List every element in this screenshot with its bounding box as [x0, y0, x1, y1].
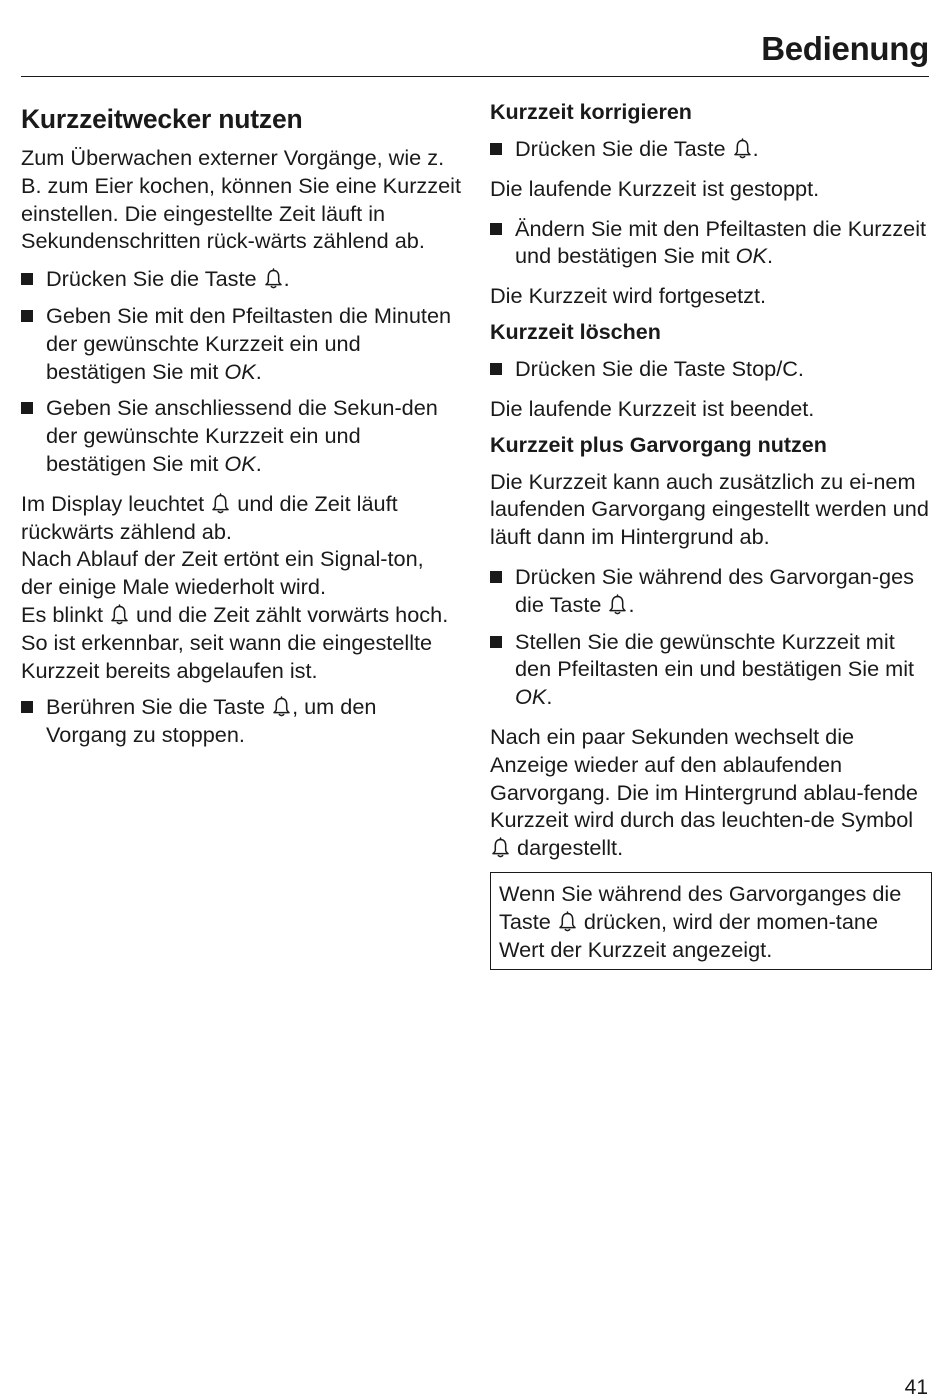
paragraph: Die laufende Kurzzeit ist beendet.	[490, 395, 815, 421]
display-paragraph: Im Display leuchtet und die Zeit läuft rückwärts zählend ab. Nach Ablauf der Zeit ertönt ein Signal-ton, der einige Male wiederholt wird. Es blinkt und die Zeit zählt vorwärts hoch. So ist erkennbar, seit wann die eingestellte Kurzzeit bereits abgelaufen ist.	[21, 490, 449, 683]
left-column	[21, 100, 461, 758]
bell-icon	[272, 696, 291, 718]
page-header	[21, 30, 929, 77]
intro-paragraph: Zum Überwachen externer Vorgänge, wie z. B. zum Eier kochen, können Sie eine Kurzzeit einstellen. Die eingestellte Zeit läuft in Sekundenschritten rück-wärts zählend ab.	[21, 145, 462, 254]
bullet-square	[21, 273, 33, 285]
heading-kurzzeitwecker: Kurzzeitwecker nutzen	[21, 104, 303, 134]
bullet-square	[490, 223, 502, 235]
bullet-square	[21, 402, 33, 414]
paragraph: Die Kurzzeit wird fortgesetzt.	[490, 283, 767, 309]
bell-icon	[211, 493, 230, 515]
paragraph: Die Kurzzeit kann auch zusätzlich zu ei-nem laufenden Garvorgang eingestellt werden und läuft dann im Hintergrund ab.	[490, 468, 929, 550]
page-number: 41	[904, 1376, 928, 1399]
heading-kurzzeit-loeschen: Kurzzeit löschen	[490, 319, 661, 344]
list-item: Drücken Sie die Taste .	[490, 135, 932, 163]
bell-icon	[733, 138, 752, 160]
heading-kurzzeit-korrigieren: Kurzzeit korrigieren	[490, 100, 692, 124]
bell-icon	[264, 268, 283, 290]
list-item: Berühren Sie die Taste , um den Vorgang zu stoppen.	[21, 693, 461, 749]
heading-kurzzeit-plus-garvorgang: Kurzzeit plus Garvorgang nutzen	[490, 432, 827, 457]
bullet-square	[490, 636, 502, 648]
list-item: Drücken Sie die Taste Stop/C.	[490, 355, 932, 383]
bullet-square	[21, 310, 33, 322]
paragraph: Die laufende Kurzzeit ist gestoppt.	[490, 175, 820, 201]
bullet-square	[490, 571, 502, 583]
bell-icon	[558, 911, 577, 933]
bullet-square	[490, 143, 502, 155]
bell-icon	[491, 837, 510, 859]
bullet-square	[21, 701, 33, 713]
right-column	[490, 100, 932, 970]
list-item: Geben Sie anschliessend die Sekun-den der gewünschte Kurzzeit ein und bestätigen Sie mit OK.	[21, 394, 461, 477]
list-item: Drücken Sie die Taste .	[21, 265, 461, 293]
list-item: Geben Sie mit den Pfeiltasten die Minuten der gewünschte Kurzzeit ein und bestätigen Sie mit OK.	[21, 302, 461, 385]
note-box: Wenn Sie während des Garvorganges die Taste drücken, wird der momen-tane Wert der Kurzzeit angezeigt.	[490, 872, 932, 970]
section-title: Bedienung	[761, 30, 929, 67]
bell-icon	[110, 604, 129, 626]
list-item: Drücken Sie während des Garvorgan-ges die Taste .	[490, 563, 932, 619]
bullet-square	[490, 363, 502, 375]
list-item: Ändern Sie mit den Pfeiltasten die Kurzzeit und bestätigen Sie mit OK.	[490, 215, 932, 271]
bell-icon	[608, 594, 627, 616]
paragraph: Nach ein paar Sekunden wechselt die Anzeige wieder auf den ablaufenden Garvorgang. Die im Hintergrund ablau-fende Kurzzeit wird durch das leuchten-de Symbol dargestellt.	[490, 723, 918, 861]
list-item: Stellen Sie die gewünschte Kurzzeit mit den Pfeiltasten ein und bestätigen Sie mit OK.	[490, 628, 932, 711]
